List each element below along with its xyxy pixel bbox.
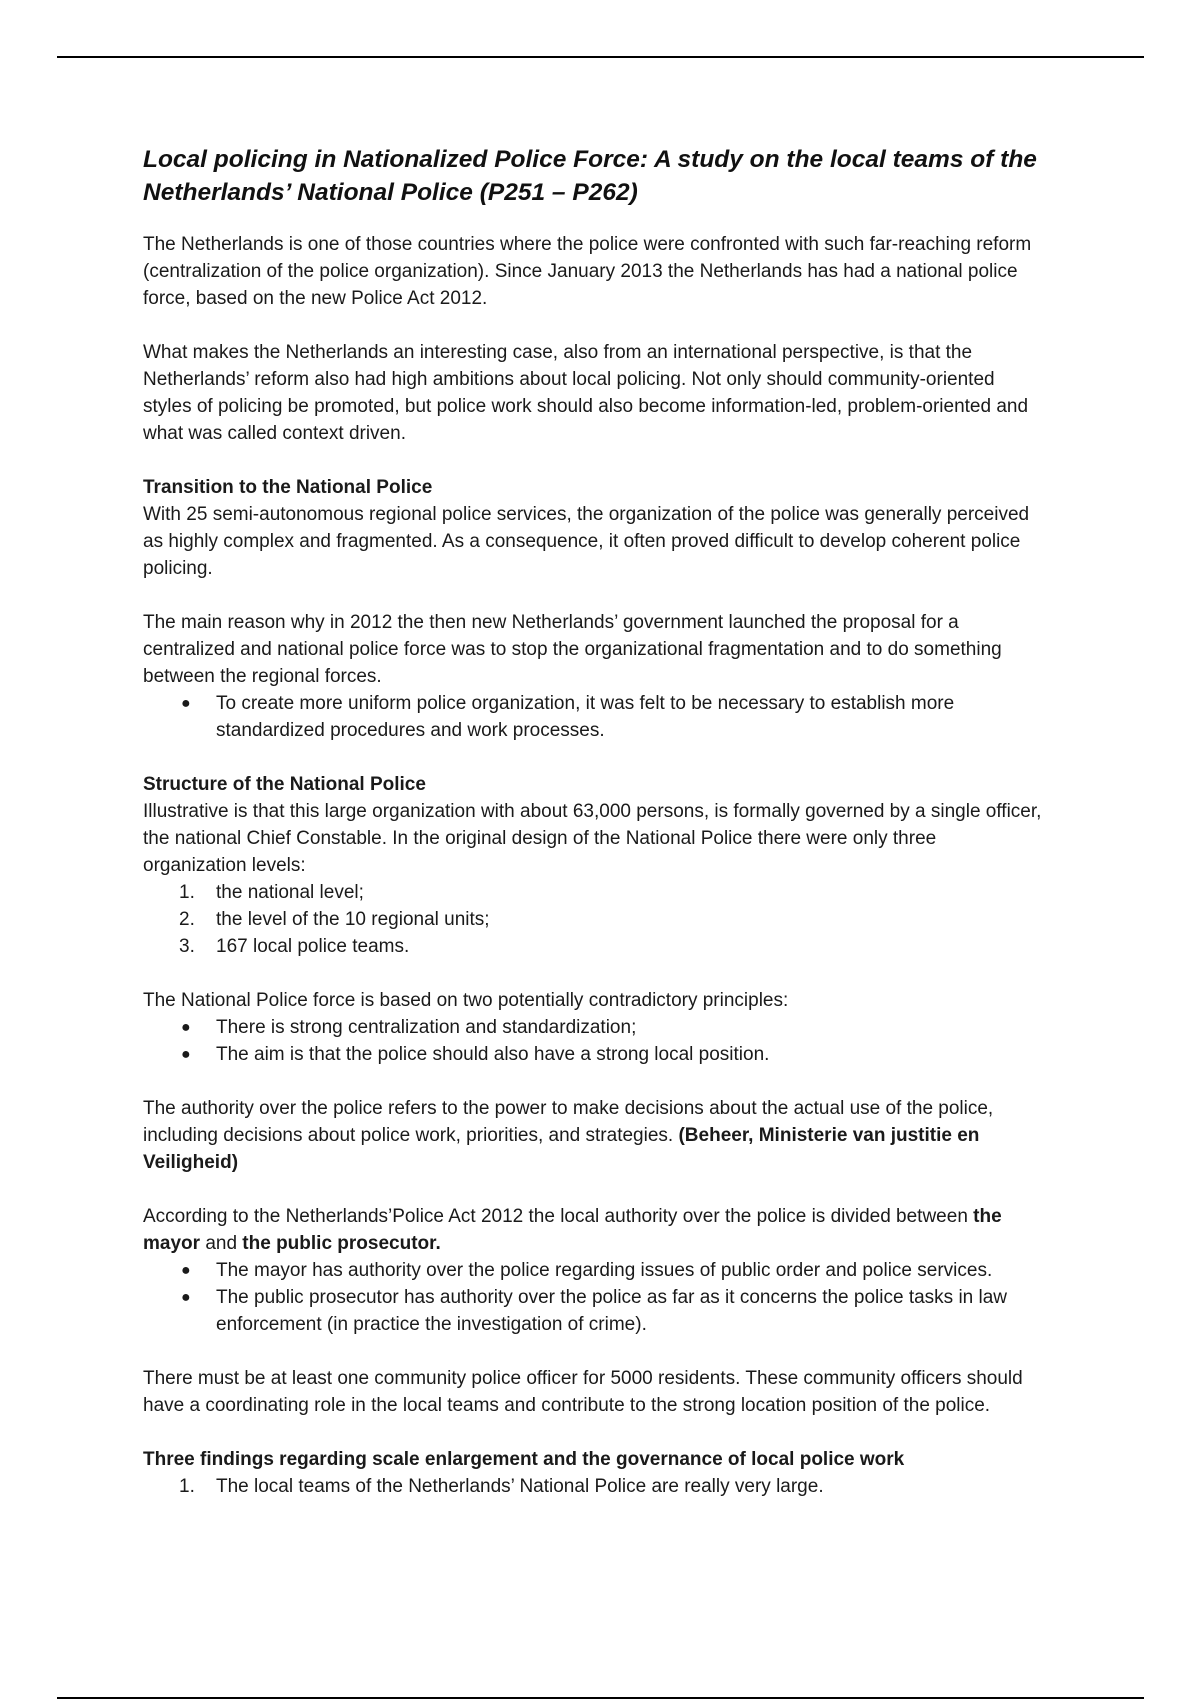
bullet-icon: ● — [181, 1019, 191, 1036]
list-item: ● The mayor has authority over the police regarding issues of public order and police services. — [143, 1257, 1043, 1284]
list-item: ● The public prosecutor has authority over the police as far as it concerns the police tasks in law enforcement (in practice the investigation of crime). — [143, 1284, 1043, 1338]
findings-list — [143, 1473, 1043, 1500]
intro-paragraph-2: What makes the Netherlands an interesting case, also from an international perspective, is that the Netherlands’ reform also had high ambitions about local policing. Not only should community-oriented styles of policing be promoted, but police work should also become information-led, problem-oriented and what was called context driven. — [143, 342, 1029, 444]
header-rule — [57, 56, 1144, 58]
list-item: 3. 167 local police teams. — [179, 936, 410, 957]
authority-bullet-list — [143, 1257, 1043, 1338]
structure-heading: Structure of the National Police — [143, 774, 426, 795]
list-item: 1. The local teams of the Netherlands’ National Police are really very large. — [179, 1476, 824, 1497]
footer-rule — [57, 1697, 1144, 1699]
organization-levels-list — [143, 879, 1043, 960]
findings-heading: Three findings regarding scale enlargement and the governance of local police work — [143, 1449, 905, 1470]
transition-paragraph-1: With 25 semi-autonomous regional police services, the organization of the police was generally perceived as highly complex and fragmented. As a consequence, it often proved difficult to develop coherent police policing. — [143, 504, 1030, 579]
bullet-icon: ● — [181, 695, 191, 712]
intro-paragraph-1: The Netherlands is one of those countries where the police were confronted with such far-reaching reform (centralization of the police organization). Since January 2013 the Netherlands has had a national police force, based on the new Police Act 2012. — [143, 234, 1032, 309]
list-item: ● To create more uniform police organization, it was felt to be necessary to establish more standardized procedures and work processes. — [143, 690, 1043, 744]
list-item: ● The aim is that the police should also have a strong local position. — [143, 1041, 1043, 1068]
structure-paragraph-1: Illustrative is that this large organization with about 63,000 persons, is formally governed by a single officer, the national Chief Constable. In the original design of the National Police there were only three organization levels: — [143, 801, 1042, 876]
authority-paragraph: The authority over the police refers to the power to make decisions about the actual use of the police, including decisions about police work, priorities, and strategies. (Beheer, Ministerie van justitie en Veiligheid) — [143, 1098, 994, 1173]
list-item: 1. the national level; — [179, 882, 364, 903]
police-act-paragraph: According to the Netherlands’Police Act 2012 the local authority over the police is divided between the mayor and the public prosecutor. — [143, 1206, 1002, 1254]
principles-bullet-list — [143, 1014, 1043, 1068]
bullet-icon: ● — [181, 1289, 191, 1306]
document-title: Local policing in Nationalized Police Force: A study on the local teams of the Netherlands’ National Police (P251 – P262) — [143, 146, 1037, 206]
bullet-icon: ● — [181, 1046, 191, 1063]
community-officer-paragraph: There must be at least one community police officer for 5000 residents. These community officers should have a coordinating role in the local teams and contribute to the strong location position of the police. — [143, 1368, 1023, 1416]
bullet-icon: ● — [181, 1262, 191, 1279]
transition-heading: Transition to the National Police — [143, 477, 433, 498]
principles-intro: The National Police force is based on two potentially contradictory principles: — [143, 990, 789, 1011]
transition-bullet-list — [143, 690, 1043, 744]
list-item: ● There is strong centralization and standardization; — [143, 1014, 1043, 1041]
list-item: 2. the level of the 10 regional units; — [179, 909, 490, 930]
transition-paragraph-2: The main reason why in 2012 the then new Netherlands’ government launched the proposal for a centralized and national police force was to stop the organizational fragmentation and to do something between the regional forces. — [143, 612, 1002, 687]
document-body — [143, 143, 1043, 1500]
